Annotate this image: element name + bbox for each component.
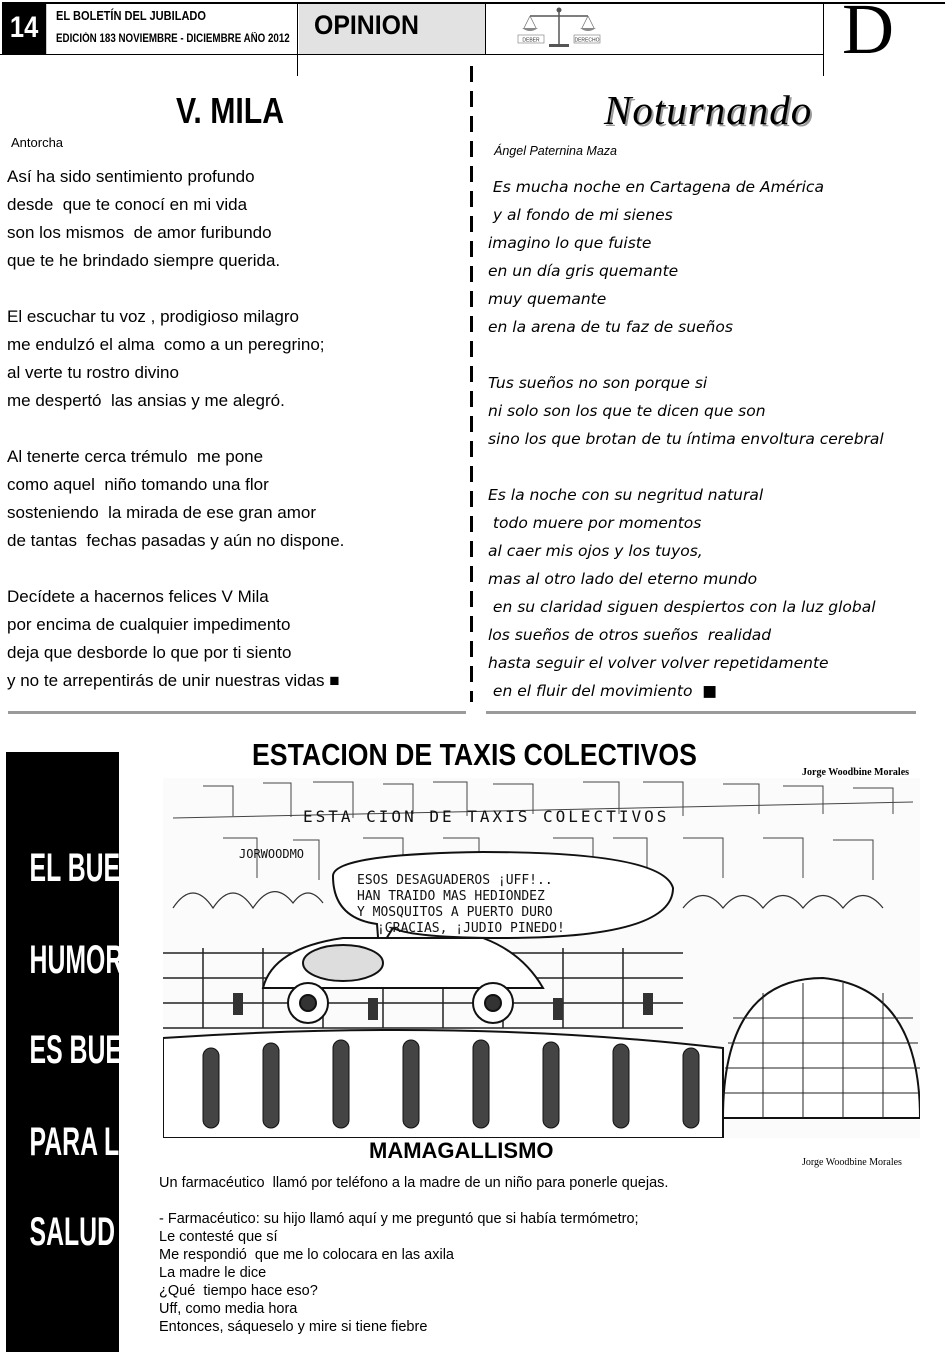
poem-line: ni solo son los que te dicen que son [488,402,766,420]
poem-line [7,415,344,443]
humor-sidebar [6,752,160,1352]
poem-line: por encima de cualquier impedimento [7,615,291,634]
justice-scale-logo [516,4,602,50]
poem-line: Al tenerte cerca trémulo me pone [7,447,264,466]
poem-line: y no te arrepentirás de unir nuestras vidas ■ [7,671,340,690]
poem-line: en su claridad siguen despiertos con la luz global [488,598,876,616]
poem-line: me endulzó el alma como a un peregrino; [7,335,325,354]
joke-line: - Farmacéutico: su hijo llamó aquí y me preguntó que si había termómetro; [159,1211,639,1227]
poem-line: Es mucha noche en Cartagena de América [488,178,824,196]
joke-line: Uff, como media hora [159,1301,298,1317]
sidebar-line: EL BUEN [29,846,138,890]
joke-line [159,1192,668,1210]
speech-line: Y MOSQUITOS A PUERTO DURO [357,905,553,920]
speech-line: ¡GRACIAS, ¡JUDIO PINEDO! [377,921,565,936]
poem-line: sino los que brotan de tu íntima envoltura cerebral [488,430,884,448]
poem-right-title: Noturnando [604,87,813,133]
poem-line: muy quemante [488,290,607,308]
joke-credit: Jorge Woodbine Morales [802,1157,902,1168]
section-separator [8,711,466,714]
poem-line: son los mismos de amor furibundo [7,223,272,242]
column-divider [470,66,473,702]
poem-line: en la arena de tu faz de sueños [488,318,733,336]
poem-line: Tus sueños no son porque si [488,374,708,392]
poem-line [488,341,884,369]
poem-line: Decídete a hacernos felices V Mila [7,587,269,606]
logo-label-left: DEBER [522,37,540,44]
section-separator [486,711,916,714]
sidebar-line: HUMOR [29,938,124,982]
poem-line: mas al otro lado del eterno mundo [488,570,758,588]
poem-line: Es la noche con su negritud natural [488,486,764,504]
poem-right-author: Ángel Paternina Maza [494,144,617,158]
poem-line: sosteniendo la mirada de ese gran amor [7,503,317,522]
joke-line: Un farmacéutico llamó por teléfono a la madre de un niño para ponerle quejas. [159,1175,669,1191]
poem-line [7,275,344,303]
cartoon-sign: ESTA CION DE TAXIS COLECTIVOS [303,807,670,826]
section-letter: D [842,0,894,69]
poem-left-author: Antorcha [11,135,64,150]
poem-line: al caer mis ojos y los tuyos, [488,542,703,560]
publication-name: EL BOLETÍN DEL JUBILADO [56,8,207,23]
cartoon-signature: JORWOODMO [239,847,305,861]
poem-line: al verte tu rostro divino [7,363,179,382]
cartoon-credit: Jorge Woodbine Morales [802,767,910,778]
page-number: 14 [2,2,46,54]
poem-line: El escuchar tu voz , prodigioso milagro [7,307,299,326]
joke-line: Entonces, sáqueselo y mire si tiene fiebre [159,1319,428,1335]
cartoon-illustration [163,778,920,1138]
joke-line: La madre le dice [159,1265,267,1281]
poem-line: como aquel niño tomando una flor [7,475,269,494]
poem-line: me despertó las ansias y me alegró. [7,391,285,410]
header-divider [297,2,298,76]
section-title: OPINION [314,10,419,40]
poem-line: en un día gris quemante [488,262,679,280]
poem-line: Así ha sido sentimiento profundo [7,167,255,186]
poem-line [7,555,344,583]
joke-line: ¿Qué tiempo hace eso? [159,1283,318,1299]
poem-line: y al fondo de mi sienes [488,206,673,224]
speech-line: HAN TRAIDO MAS HEDIONDEZ [357,889,545,904]
speech-line: ESOS DESAGUADEROS ¡UFF!.. [357,873,553,888]
cartoon-title: ESTACION DE TAXIS COLECTIVOS [252,737,697,772]
edition-line: EDICIÓN 183 NOVIEMBRE - DICIEMBRE AÑO 2012 [56,33,290,45]
header-top-rule [46,2,945,4]
poem-left-title: V. MILA [176,90,285,131]
poem-left-body [7,163,344,695]
poem-line: imagino lo que fuiste [488,234,652,252]
header-divider [823,2,824,76]
poem-line: en el fluir del movimiento ■ [488,682,717,700]
joke-line: Le contesté que sí [159,1229,278,1245]
poem-line: hasta seguir el volver volver repetidamente [488,654,829,672]
logo-label-right: DERECHO [574,37,600,44]
sidebar-line: PARA LA [29,1120,138,1164]
poem-line: deja que desborde lo que por ti siento [7,643,292,662]
poem-line [488,453,884,481]
header-bottom-rule [0,54,824,55]
header-divider [485,2,486,54]
sidebar-line: ES BUENO [29,1028,160,1072]
poem-line: todo muere por momentos [488,514,702,532]
poem-line: desde que te conocí en mi vida [7,195,248,214]
sidebar-line: SALUD [29,1210,115,1254]
joke-line: Me respondió que me lo colocara en las axila [159,1247,454,1263]
poem-line: que te he brindado siempre querida. [7,251,281,270]
joke-title: MAMAGALLISMO [369,1138,554,1163]
poem-line: de tantas fechas pasadas y aún no dispone. [7,531,345,550]
poem-line: los sueños de otros sueños realidad [488,626,772,644]
joke-body [159,1174,668,1336]
poem-right-body [488,173,884,705]
